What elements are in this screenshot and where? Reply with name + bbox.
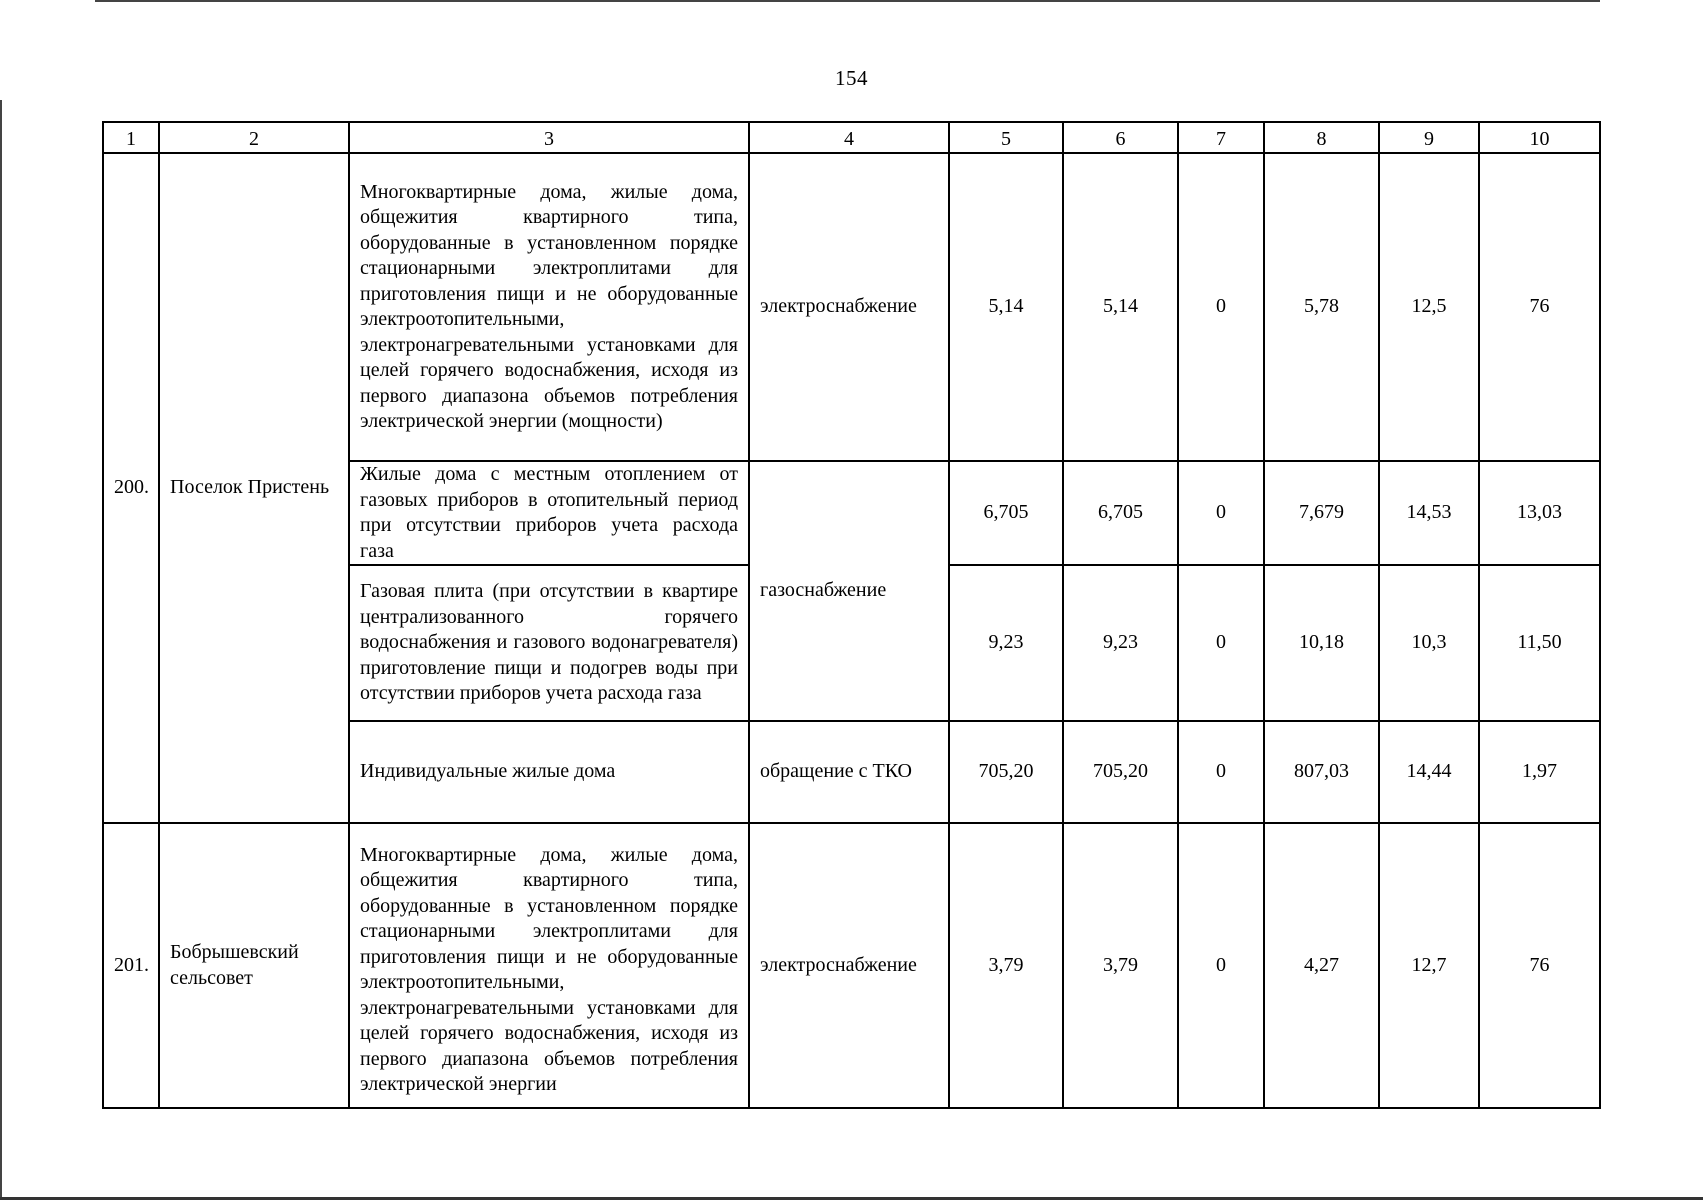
- page-number: 154: [835, 66, 868, 90]
- column-header-row: [103, 122, 1600, 153]
- value-col-5: 3,79: [949, 823, 1063, 1108]
- value-col-6: 9,23: [1063, 565, 1178, 721]
- column-header-5: 5: [949, 122, 1063, 153]
- column-header-3: 3: [349, 122, 749, 153]
- value-col-5: 9,23: [949, 565, 1063, 721]
- value-col-10: 76: [1479, 153, 1600, 461]
- value-col-8: 10,18: [1264, 565, 1379, 721]
- value-col-9: 14,53: [1379, 461, 1479, 565]
- consumer-category: Индивидуальные жилые дома: [349, 721, 749, 823]
- value-col-10: 11,50: [1479, 565, 1600, 721]
- value-col-10: 13,03: [1479, 461, 1600, 565]
- value-col-6: 3,79: [1063, 823, 1178, 1108]
- utility-type: электроснабжение: [749, 823, 949, 1108]
- column-header-9: 9: [1379, 122, 1479, 153]
- value-col-8: 7,679: [1264, 461, 1379, 565]
- page-frame-top-edge: [95, 0, 1600, 2]
- settlement-name: Поселок Пристень: [159, 153, 349, 823]
- tariff-norms-table: [102, 121, 1601, 1109]
- value-col-7: 0: [1178, 153, 1264, 461]
- value-col-9: 12,7: [1379, 823, 1479, 1108]
- value-col-8: 807,03: [1264, 721, 1379, 823]
- value-col-8: 5,78: [1264, 153, 1379, 461]
- row-number: 200.: [103, 153, 159, 823]
- row-number: 201.: [103, 823, 159, 1108]
- column-header-10: 10: [1479, 122, 1600, 153]
- value-col-6: 705,20: [1063, 721, 1178, 823]
- value-col-9: 14,44: [1379, 721, 1479, 823]
- column-header-8: 8: [1264, 122, 1379, 153]
- value-col-10: 76: [1479, 823, 1600, 1108]
- value-col-7: 0: [1178, 823, 1264, 1108]
- column-header-2: 2: [159, 122, 349, 153]
- value-col-10: 1,97: [1479, 721, 1600, 823]
- value-col-7: 0: [1178, 565, 1264, 721]
- column-header-1: 1: [103, 122, 159, 153]
- value-col-6: 5,14: [1063, 153, 1178, 461]
- value-col-9: 12,5: [1379, 153, 1479, 461]
- utility-type: электроснабжение: [749, 153, 949, 461]
- value-col-6: 6,705: [1063, 461, 1178, 565]
- consumer-category: Многоквартирные дома, жилые дома, общежития квартирного типа, оборудованные в установленном порядке стационарными электроплитами для приготовления пищи и не оборудованные электроотопительными, электронагревательными установками для целей горячего водоснабжения, исходя из первого диапазона объемов потребления электрической энергии (мощности): [349, 153, 749, 461]
- utility-type: обращение с ТКО: [749, 721, 949, 823]
- consumer-category: Газовая плита (при отсутствии в квартире централизованного горячего водоснабжения и газового водонагревателя) приготовление пищи и подогрев воды при отсутствии приборов учета расхода газа: [349, 565, 749, 721]
- table-row: [103, 153, 1600, 461]
- page-frame-left-edge: [0, 100, 2, 1200]
- value-col-9: 10,3: [1379, 565, 1479, 721]
- column-header-6: 6: [1063, 122, 1178, 153]
- value-col-5: 705,20: [949, 721, 1063, 823]
- table-row: [103, 823, 1600, 1108]
- column-header-4: 4: [749, 122, 949, 153]
- value-col-7: 0: [1178, 461, 1264, 565]
- column-header-7: 7: [1178, 122, 1264, 153]
- consumer-category-text: Многоквартирные дома, жилые дома, общежития квартирного типа, оборудованные в установленном порядке стационарными электроплитами для приготовления пищи и не оборудованные электроотопительными, электронагревательными установками для целей горячего водоснабжения, исходя из первого диапазона объемов потребления электрической энергии: [360, 843, 738, 1095]
- value-col-8: 4,27: [1264, 823, 1379, 1108]
- settlement-name: Бобрышевский сельсовет: [159, 823, 349, 1108]
- consumer-category: [349, 823, 749, 1108]
- value-col-5: 6,705: [949, 461, 1063, 565]
- consumer-category: Жилые дома с местным отоплением от газовых приборов в отопительный период при отсутствии приборов учета расхода газа: [349, 461, 749, 565]
- value-col-5: 5,14: [949, 153, 1063, 461]
- value-col-7: 0: [1178, 721, 1264, 823]
- utility-type: газоснабжение: [749, 461, 949, 721]
